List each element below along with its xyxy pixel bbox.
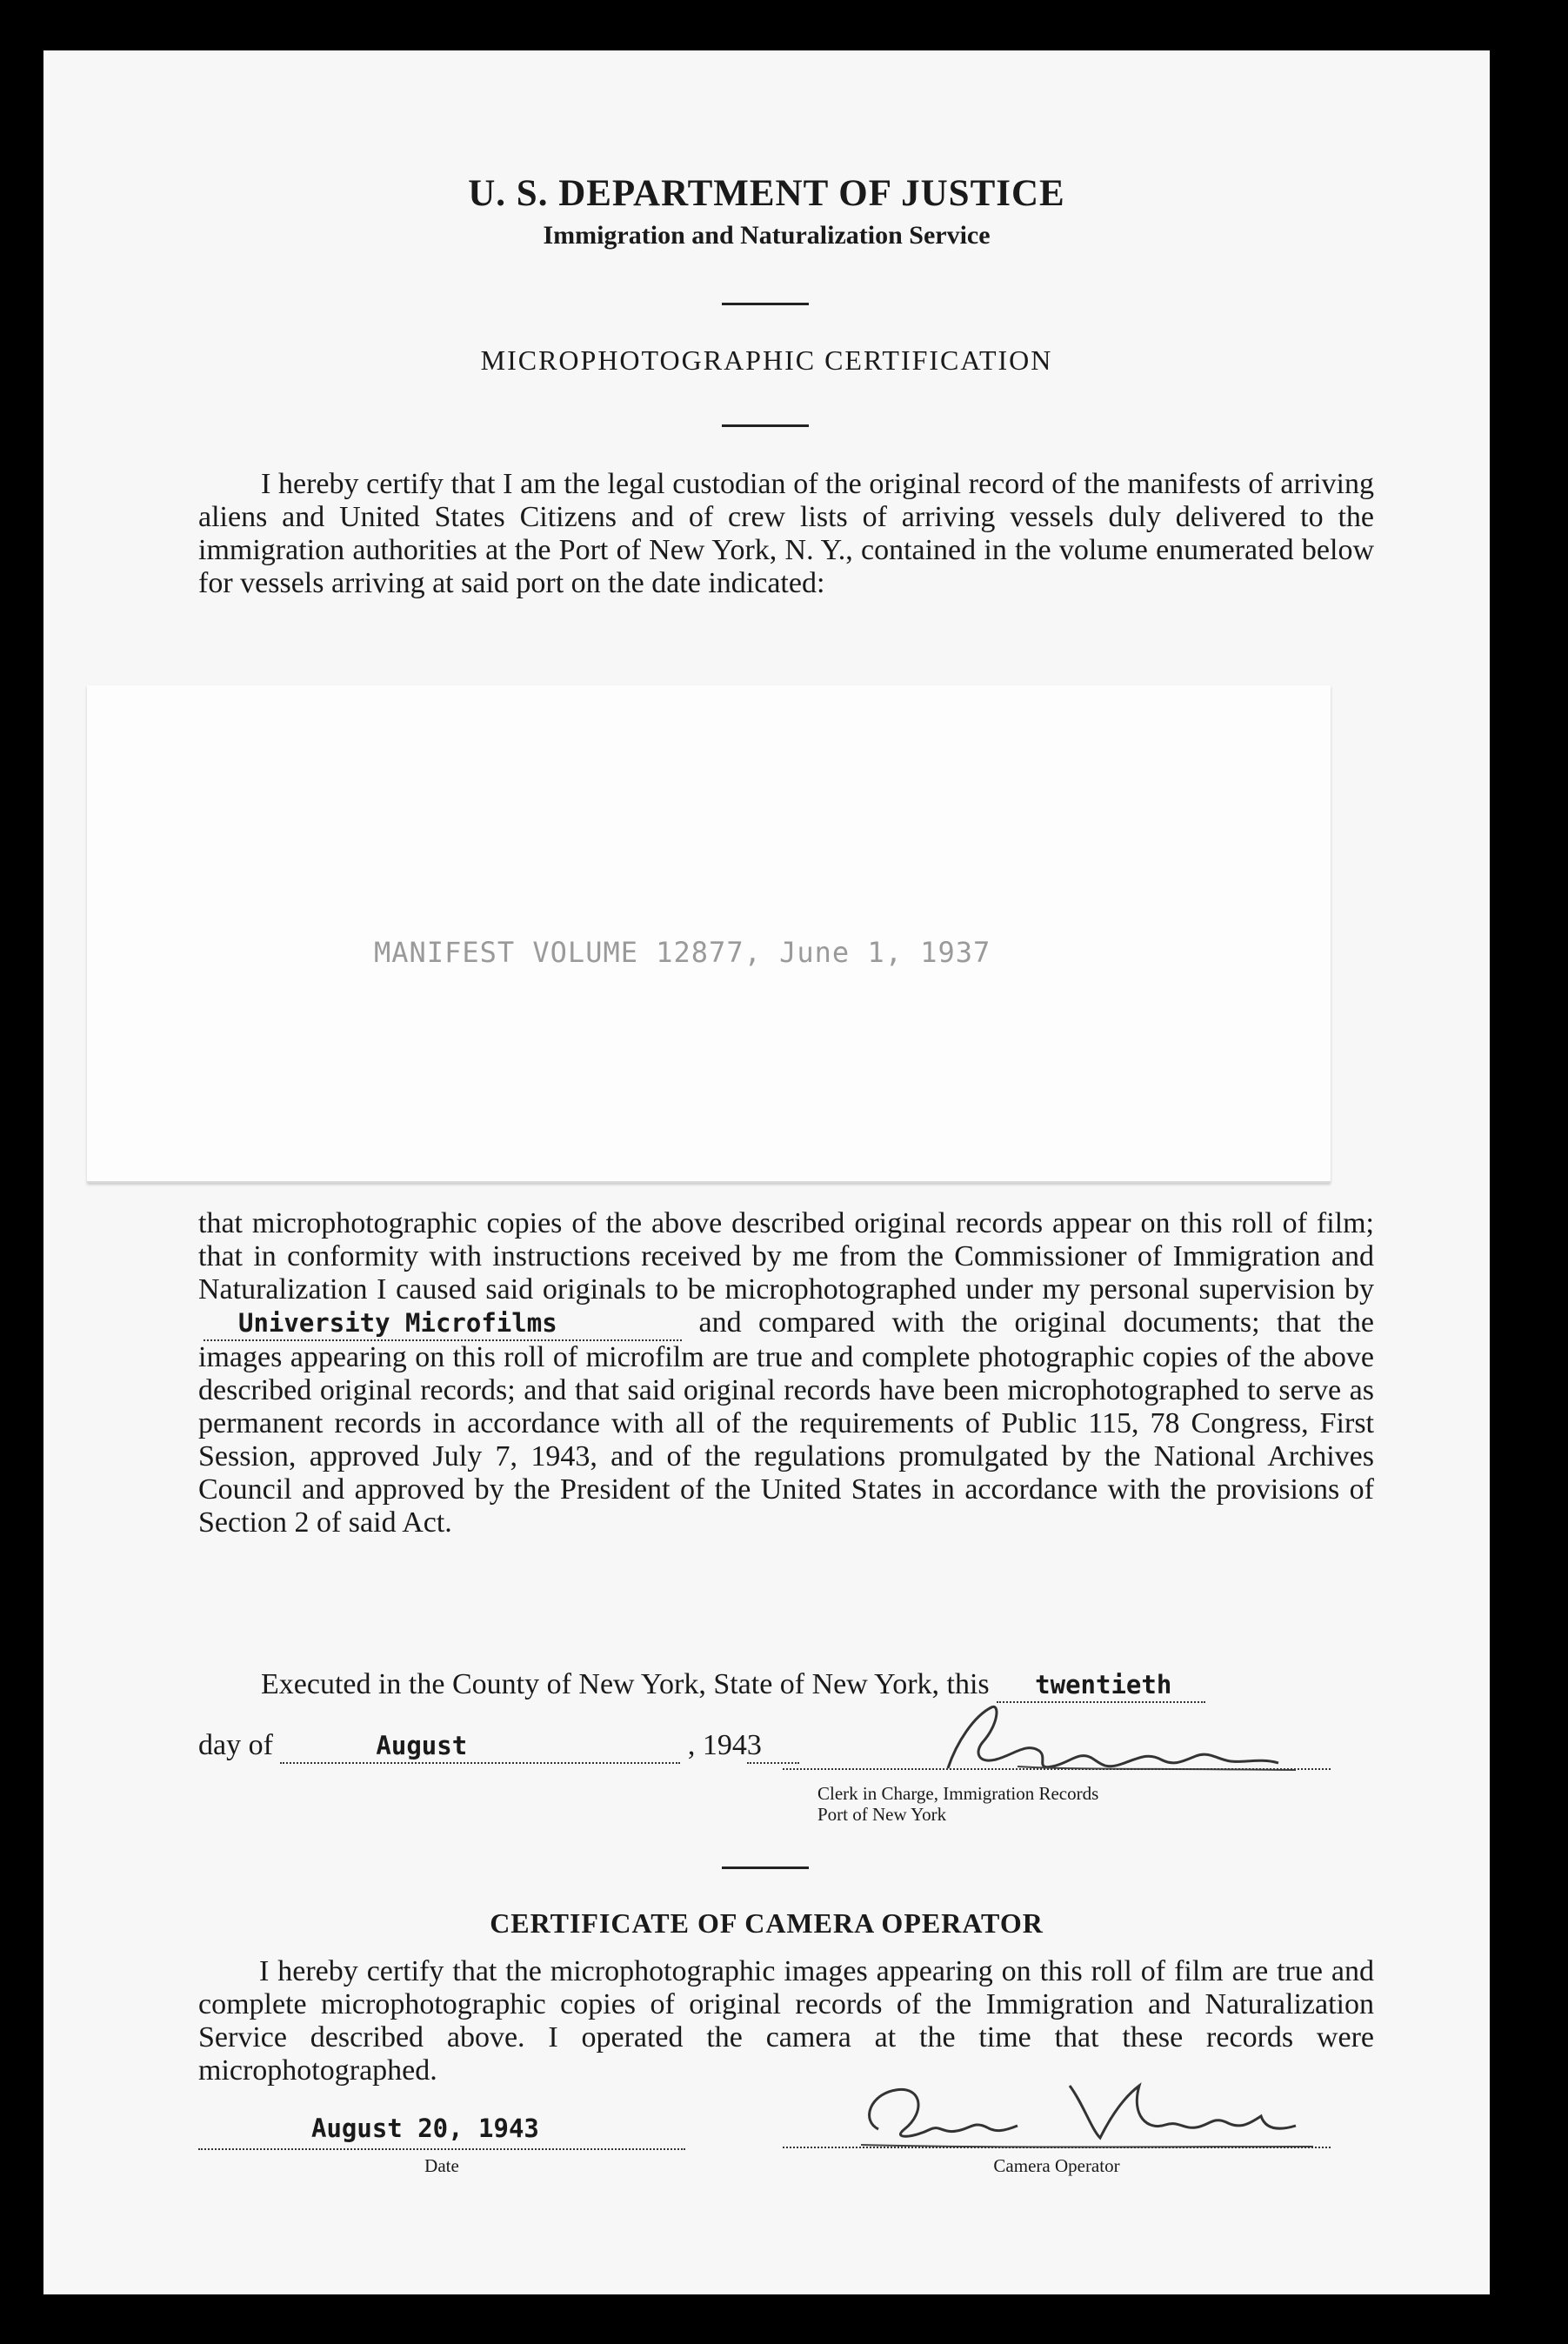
divider-3	[722, 1867, 809, 1869]
department-heading: U. S. DEPARTMENT OF JUSTICE	[468, 173, 1065, 214]
service-subheading: Immigration and Naturalization Service	[543, 221, 991, 250]
year-digit: 3	[746, 1729, 762, 1761]
clerk-signature	[896, 1690, 1331, 1786]
microfilmer-field	[204, 1306, 682, 1341]
camera-certificate-text: I hereby certify that the microphotographic images appearing on this roll of film are true and complete microphotographic copies of original records of the Immigration and Naturalization Service described above. I operated the camera at the time that these records were microphotographed.	[198, 1955, 1374, 2087]
camera-certificate-heading: CERTIFICATE OF CAMERA OPERATOR	[490, 1907, 1044, 1939]
microfilmer-value: University Microfilms	[238, 1308, 557, 1338]
divider-2	[722, 424, 809, 427]
clerk-title	[817, 1783, 1098, 1825]
camera-operator-signature	[809, 2068, 1331, 2155]
document-page	[43, 50, 1490, 2294]
certification-paragraph-2a	[198, 1207, 1374, 1539]
day-of-line	[198, 1729, 799, 1764]
executed-prefix: Executed in the County of New York, State of New York, this	[261, 1668, 990, 1700]
month-value: August	[376, 1731, 468, 1760]
year-field	[747, 1729, 799, 1764]
date-field	[198, 2114, 685, 2150]
clerk-title-line-2: Port of New York	[817, 1804, 947, 1825]
paragraph-2a-text: that microphotographic copies of the above described original records appear on this roll of film; that in conformity with instructions received by me from the Commissioner of Immigration and Naturalization I caused said originals to be microphotographed under my personal supervision by	[198, 1207, 1374, 1306]
manifest-insert-slip	[87, 685, 1331, 1183]
date-label: Date	[424, 2155, 459, 2176]
divider-top	[722, 303, 809, 305]
operator-signature-line	[783, 2147, 1331, 2148]
certification-paragraph-1: I hereby certify that I am the legal custodian of the original record of the manifests of arriving aliens and United States Citizens and of crew lists of arriving vessels duly delivered to the immigration authorities at the Port of New York, N. Y., contained in the volume enumerated below for vessels arriving at said port on the date indicated:	[198, 468, 1374, 599]
day-of-label: day of	[198, 1729, 273, 1761]
clerk-signature-line	[783, 1768, 1331, 1770]
executed-day-value: twentieth	[1035, 1670, 1172, 1700]
clerk-title-line-1: Clerk in Charge, Immigration Records	[817, 1783, 1099, 1804]
date-value: August 20, 1943	[311, 2114, 539, 2143]
certification-title: MICROPHOTOGRAPHIC CERTIFICATION	[480, 344, 1053, 376]
manifest-volume-label: MANIFEST VOLUME 12877, June 1, 1937	[374, 936, 991, 969]
camera-operator-label: Camera Operator	[993, 2155, 1120, 2176]
year-prefix: , 194	[687, 1729, 747, 1761]
month-field	[280, 1729, 680, 1764]
paragraph-2b-text: and compared with the original documents; that the images appearing on this roll of microfilm are true and complete photographic copies of the above described original records; and that said original records have been microphotographed to serve as permanent records in accordance with all of the requirements of Public 115, 78 Congress, First Session, approved July 7, 1943, and of the regulations promulgated by the National Archives Council and approved by the President of the United States in accordance with the provisions of Section 2 of said Act.	[198, 1306, 1375, 1539]
